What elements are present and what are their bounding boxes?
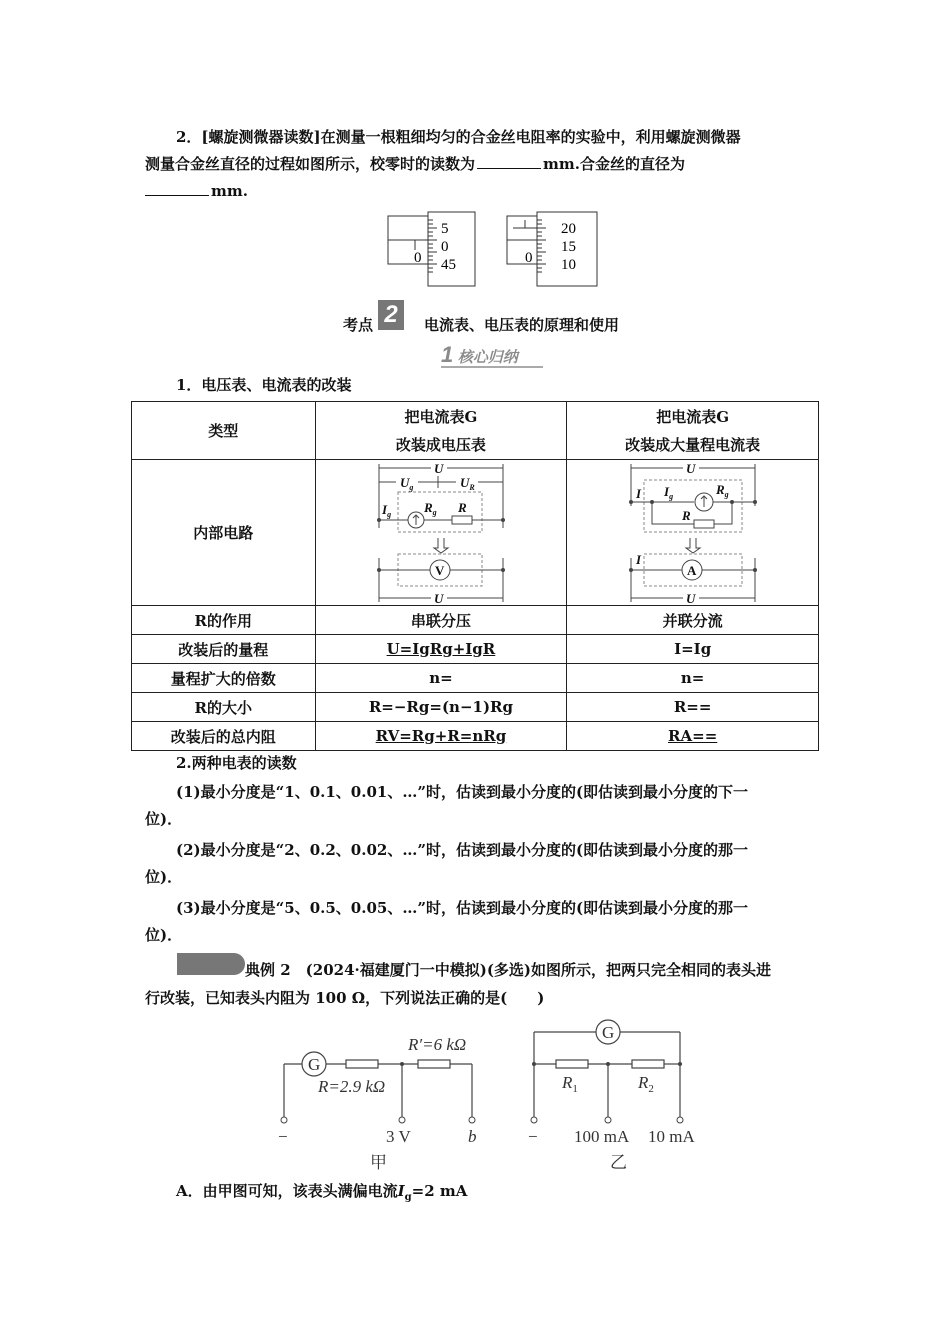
row-col1: R=−Rg=(n−1)Rg — [315, 693, 567, 722]
meter-conversion-table — [131, 401, 819, 751]
header-ammeter — [567, 402, 819, 460]
yi-R1: $R_1$ — [562, 1073, 578, 1095]
item-2-line-b: 位)． — [145, 868, 183, 886]
header-col2-line1: 把电流表G — [656, 407, 730, 426]
option-a[interactable]: A．由甲图可知，该表头满偏电流$I_g=2$ mA — [176, 1182, 468, 1203]
jia-R: R=2.9 kΩ — [318, 1077, 386, 1096]
table-header-row — [132, 402, 819, 460]
micrometer-left-tick-3: 45 — [441, 257, 456, 273]
micrometer-figure — [385, 206, 600, 290]
label-Rg: $R_g$ — [423, 499, 437, 517]
micrometer-right — [507, 212, 597, 286]
voltmeter-circuit — [376, 462, 506, 604]
label-UR: $U_R$ — [459, 474, 475, 492]
row-label: 量程扩大的倍数 — [132, 664, 316, 693]
row-col2: R== — [567, 693, 819, 722]
label-R: R — [681, 507, 691, 523]
item-1-line-a: (1)最小分度是“1、0.1、0.01、…”时，估读到最小分度的(即估读到最小分度的下一 — [176, 783, 749, 801]
micrometer-left — [388, 212, 475, 286]
option-a-value: =2 mA — [411, 1182, 468, 1200]
yi-100mA: 100 mA — [574, 1127, 630, 1146]
yi-R2: $R_2$ — [638, 1073, 654, 1095]
micrometer-left-tick-1: 5 — [441, 221, 449, 237]
q2-text-c: mm. — [211, 182, 248, 200]
label-Ig: $I_g$ — [381, 501, 391, 519]
table-row — [132, 722, 819, 751]
item-1-line-b: 位)． — [145, 810, 183, 828]
section-prefix: 考点 — [343, 316, 374, 334]
figure-jia — [278, 1035, 477, 1172]
row-label: R的作用 — [132, 606, 316, 635]
label-I-bottom: I — [635, 551, 641, 567]
micrometer-left-tick-2: 0 — [441, 239, 449, 255]
micrometer-right-tick-1: 20 — [561, 221, 576, 237]
q2-line3 — [145, 178, 248, 205]
label-Ug: $U_g$ — [399, 474, 414, 492]
row-label: 改装后的总内阻 — [132, 722, 316, 751]
table-row — [132, 664, 819, 693]
table-row — [132, 606, 819, 635]
jia-G: G — [308, 1055, 321, 1074]
row-col2: I=Ig — [567, 635, 819, 664]
ammeter-circuit — [628, 462, 758, 604]
label-U-top: U — [685, 461, 696, 476]
yi-G: G — [602, 1023, 615, 1042]
sub-heading-1: 1．电压表、电流表的改装 — [176, 376, 352, 394]
yi-10mA: 10 mA — [648, 1127, 695, 1146]
voltmeter-circuit-cell — [315, 460, 567, 606]
section-number-badge: 2 — [378, 300, 404, 330]
table-row — [132, 635, 819, 664]
item-3-line-a: (3)最小分度是“5、0.5、0.05、…”时，估读到最小分度的(即估读到最小分度的那一 — [176, 899, 749, 917]
item-2-line-a: (2)最小分度是“2、0.2、0.02、…”时，估读到最小分度的(即估读到最小分度的那一 — [176, 841, 749, 859]
row-col1: n= — [315, 664, 567, 693]
micrometer-left-zero: 0 — [414, 250, 422, 266]
banner-core-summary — [441, 342, 543, 368]
jia-caption: 甲 — [370, 1153, 387, 1172]
ammeter-circuit-cell — [567, 460, 819, 606]
item-3-line-b: 位)． — [145, 926, 183, 944]
micrometer-right-tick-2: 15 — [561, 239, 576, 255]
jia-b: b — [468, 1127, 477, 1146]
header-type: 类型 — [132, 402, 316, 460]
table-row — [132, 693, 819, 722]
jia-minus: − — [278, 1127, 288, 1146]
banner-number: 1 — [441, 342, 454, 367]
q2-line1: 2．[螺旋测微器读数]在测量一根粗细均匀的合金丝电阻率的实验中，利用螺旋测微器 — [176, 128, 741, 146]
jia-3V: 3 V — [386, 1127, 411, 1146]
row-col2: 并联分流 — [567, 606, 819, 635]
table-circuit-row — [132, 460, 819, 606]
q2-text-b: mm.合金丝的直径为 — [543, 155, 685, 173]
label-U-bottom: U — [433, 590, 444, 604]
label-U-bottom: U — [685, 590, 696, 604]
label-A: A — [686, 562, 697, 578]
micrometer-right-tick-3: 10 — [561, 257, 576, 273]
example-line2: 行改装，已知表头内阻为 100 Ω，下列说法正确的是( ) — [145, 989, 545, 1007]
option-a-text: A．由甲图可知，该表头满偏电流 — [176, 1182, 398, 1200]
figure-yi — [528, 1020, 695, 1172]
q2-line2 — [145, 151, 807, 178]
label-Ig: $I_g$ — [663, 483, 673, 501]
header-col2-line2: 改装成大量程电流表 — [625, 435, 761, 454]
banner-text: 核心归纳 — [457, 349, 518, 366]
label-U-top: U — [433, 461, 444, 476]
row-col1: RV=Rg+R=nRg — [315, 722, 567, 751]
label-Rg: $R_g$ — [715, 481, 729, 499]
example-figures — [270, 1016, 710, 1176]
row-col2: n= — [567, 664, 819, 693]
zero-reading-blank[interactable] — [477, 154, 541, 169]
section-title: 电流表、电压表的原理和使用 — [424, 316, 620, 334]
label-R: R — [457, 499, 467, 515]
header-col1-line2: 改装成电压表 — [395, 435, 486, 454]
label-I: I — [635, 485, 641, 501]
row-label: 改装后的量程 — [132, 635, 316, 664]
micrometer-right-zero: 0 — [525, 250, 533, 266]
diameter-blank[interactable] — [145, 181, 209, 196]
label-V: V — [434, 562, 445, 578]
circuit-label: 内部电路 — [132, 460, 316, 606]
sub-heading-2: 2.两种电表的读数 — [176, 754, 297, 772]
row-col1: U=IgRg+IgR — [315, 635, 567, 664]
row-col2: RA== — [567, 722, 819, 751]
header-voltmeter — [315, 402, 567, 460]
yi-minus: − — [528, 1127, 538, 1146]
example-tag — [177, 953, 245, 975]
yi-caption: 乙 — [610, 1153, 627, 1172]
row-col1: 串联分压 — [315, 606, 567, 635]
row-label: R的大小 — [132, 693, 316, 722]
header-col1-line1: 把电流表G — [404, 407, 478, 426]
jia-Rprime: R′=6 kΩ — [408, 1035, 467, 1054]
q2-text-a: 测量合金丝直径的过程如图所示，校零时的读数为 — [145, 155, 476, 173]
example-line1: 典例 2 (2024·福建厦门一中模拟)(多选)如图所示，把两只完全相同的表头进 — [245, 961, 772, 979]
